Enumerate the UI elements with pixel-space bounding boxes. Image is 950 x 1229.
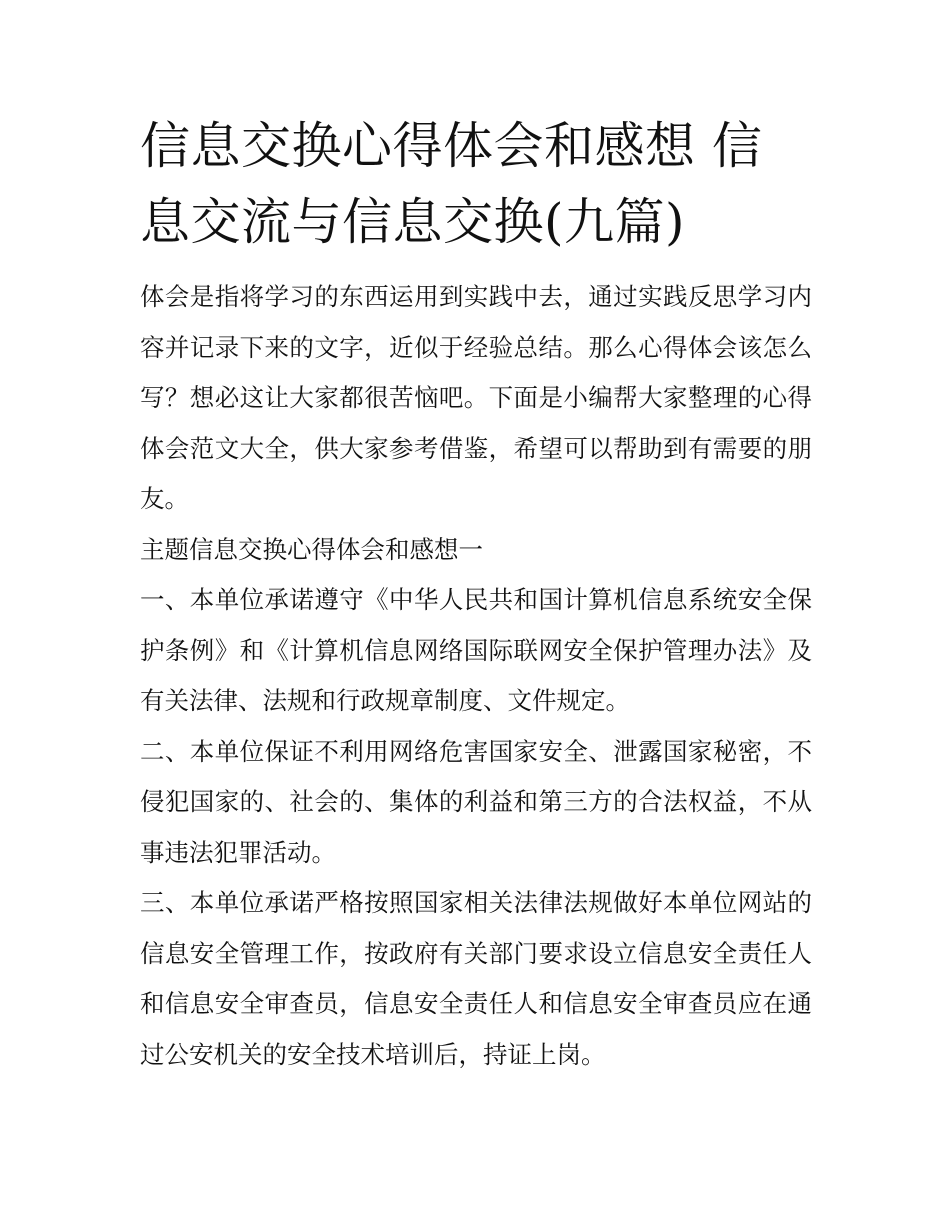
document-page	[140, 108, 812, 1080]
document-title: 信息交换心得体会和感想 信息交流与信息交换(九篇)	[140, 117, 763, 251]
section-heading: 主题信息交换心得体会和感想一	[140, 534, 483, 564]
intro-paragraph: 体会是指将学习的东西运用到实践中去，通过实践反思学习内容并记录下来的文字，近似于经验总结。那么心得体会该怎么写？想必这让大家都很苦恼吧。下面是小编帮大家整理的心得体会范文大全，供大家参考借鉴，希望可以帮助到有需要的朋友。	[140, 282, 812, 513]
clause-paragraph-1: 一、本单位承诺遵守《中华人民共和国计算机信息系统安全保护条例》和《计算机信息网络国际联网安全保护管理办法》及有关法律、法规和行政规章制度、文件规定。	[140, 585, 812, 715]
clause-paragraph-2: 二、本单位保证不利用网络危害国家安全、泄露国家秘密，不侵犯国家的、社会的、集体的利益和第三方的合法权益，不从事违法犯罪活动。	[140, 736, 812, 867]
clause-paragraph-3: 三、本单位承诺严格按照国家相关法律法规做好本单位网站的信息安全管理工作，按政府有关部门要求设立信息安全责任人和信息安全审查员，信息安全责任人和信息安全审查员应在通过公安机关的安全技术培训后，持证上岗。	[140, 888, 812, 1069]
